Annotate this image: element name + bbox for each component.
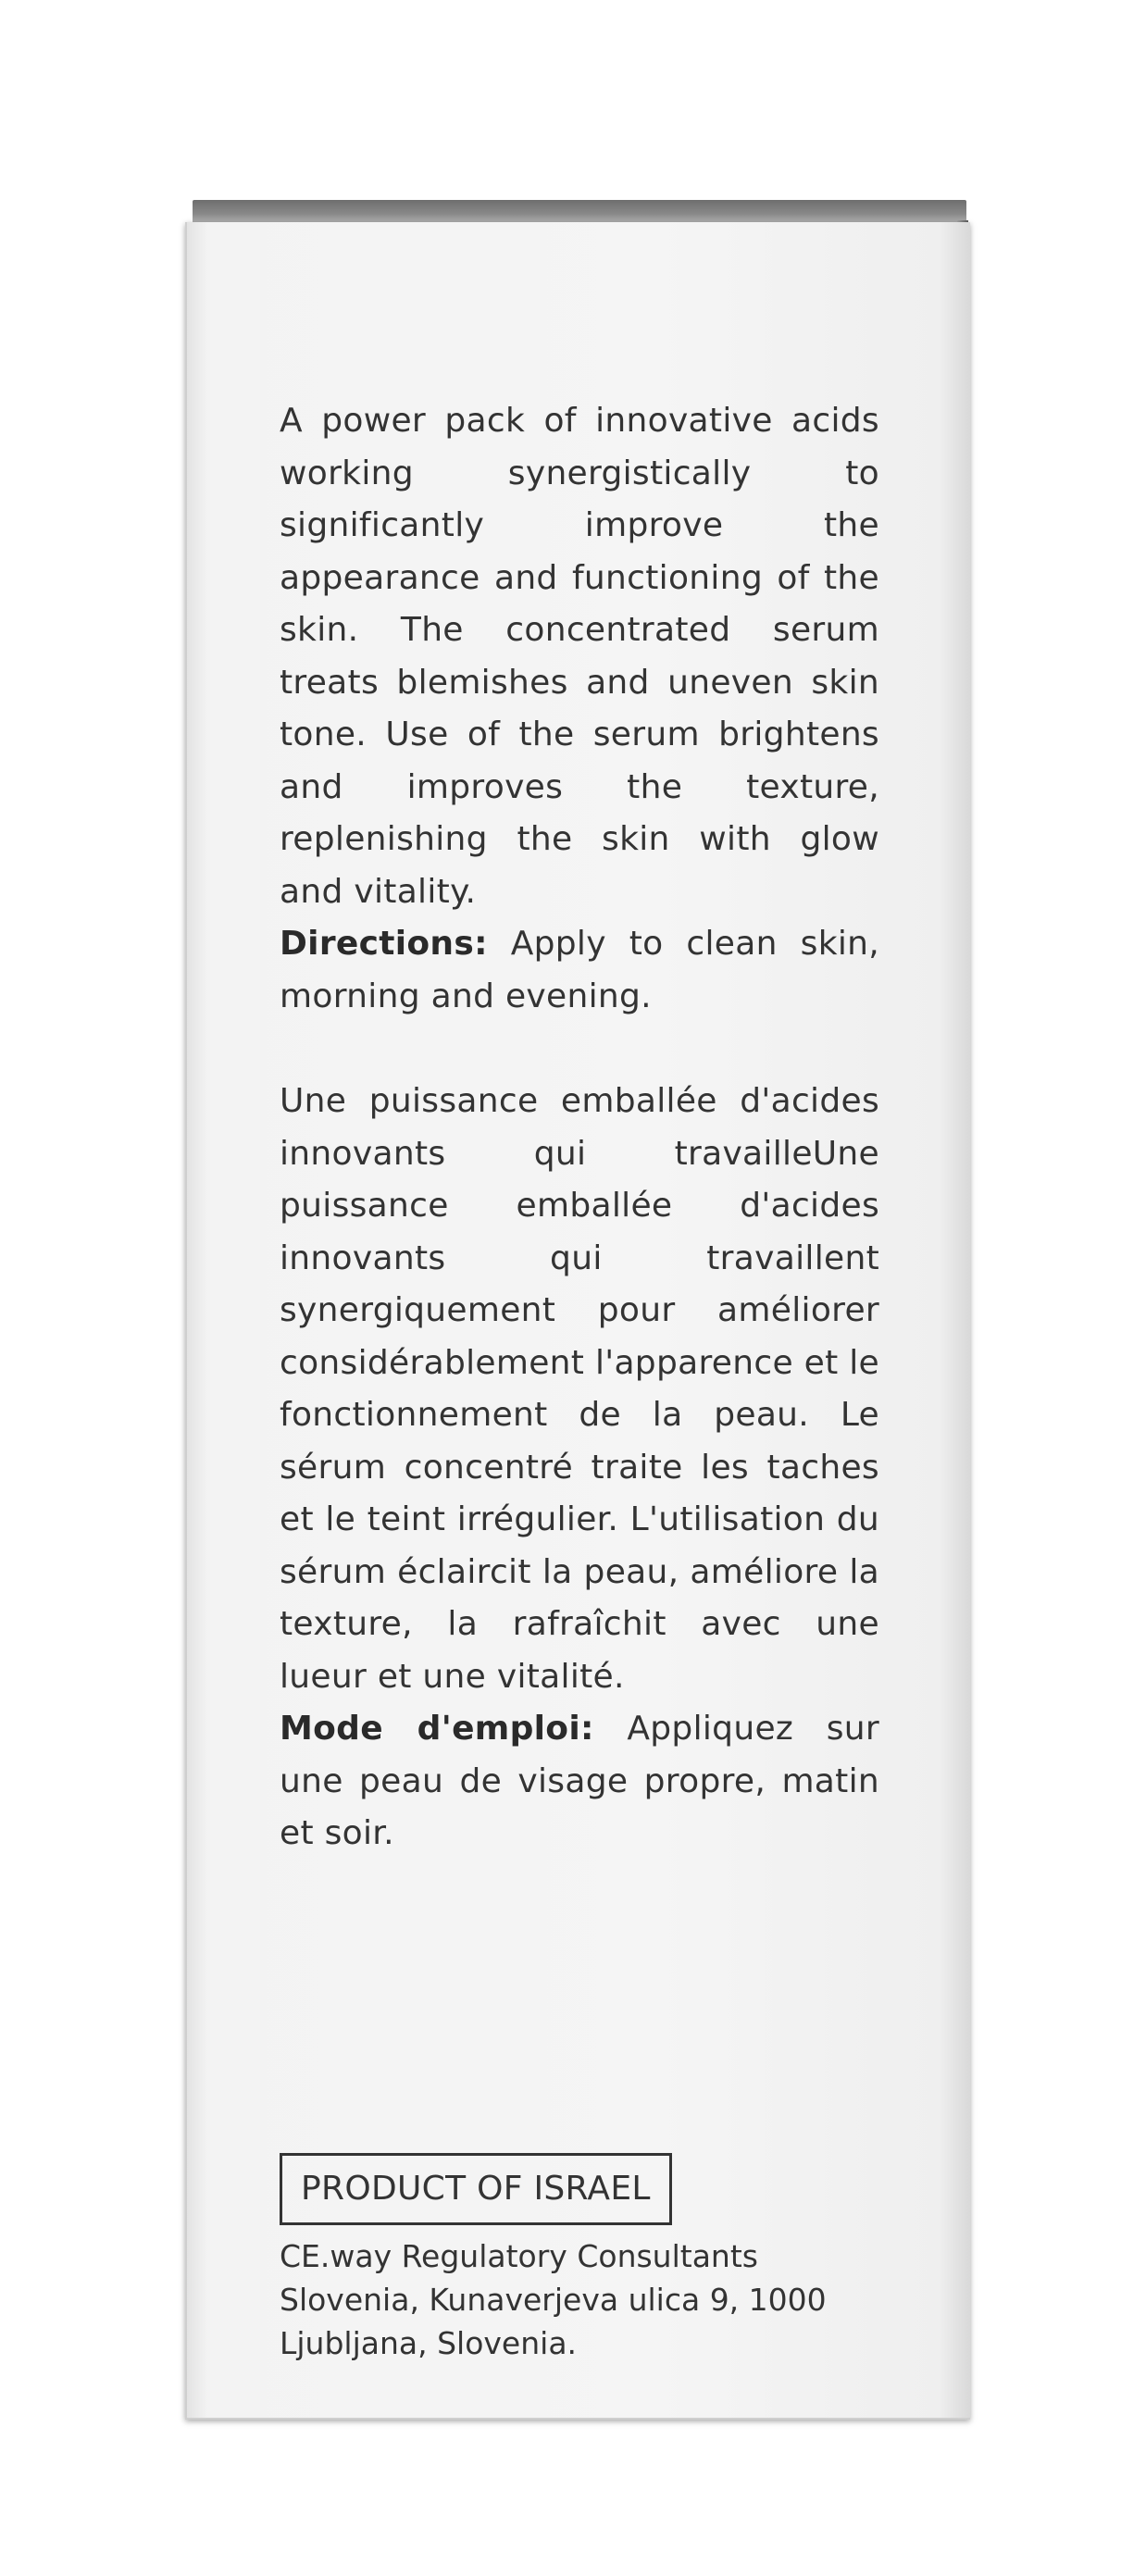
product-box-side-panel: [185, 222, 970, 2420]
english-text-block: [280, 395, 879, 1023]
french-directions-text: Appliquez sur une peau de visage propre, matin et soir.: [280, 1710, 880, 1852]
english-directions-label: Directions:: [280, 925, 488, 963]
address-line: CE.way Regulatory Consultants: [280, 2238, 758, 2274]
address-line: Ljubljana, Slovenia.: [280, 2325, 578, 2361]
french-directions-label: Mode d'emploi:: [280, 1710, 594, 1748]
box-top-edge: [193, 200, 966, 224]
address-line: Slovenia, Kunaverjeva ulica 9, 1000: [280, 2282, 827, 2318]
french-text-block: [280, 1076, 879, 1860]
french-description: Une puissance emballée d'acides innovants qui travailleUne puissance emballée d'acides innovants qui travaillent synergiquement pour améliorer considérablement l'apparence et le fonctionnement de la peau. Le sérum concentré traite les taches et le teint irrégulier. L'utilisation du sérum éclaircit la peau, améliore la texture, la rafraîchit avec une lueur et une vitalité.: [280, 1082, 879, 1696]
english-description: A power pack of innovative acids working synergistically to significantly improve the appearance and functioning of the skin. The concentrated serum treats blemishes and uneven skin tone. Use of the serum brightens and improves the texture, replenishing the skin with glow and vitality.: [280, 402, 879, 911]
regulatory-address: [280, 2234, 891, 2365]
english-directions-text: Apply to clean skin, morning and evening.: [280, 925, 879, 1015]
origin-label-box: PRODUCT OF ISRAEL: [280, 2153, 672, 2225]
